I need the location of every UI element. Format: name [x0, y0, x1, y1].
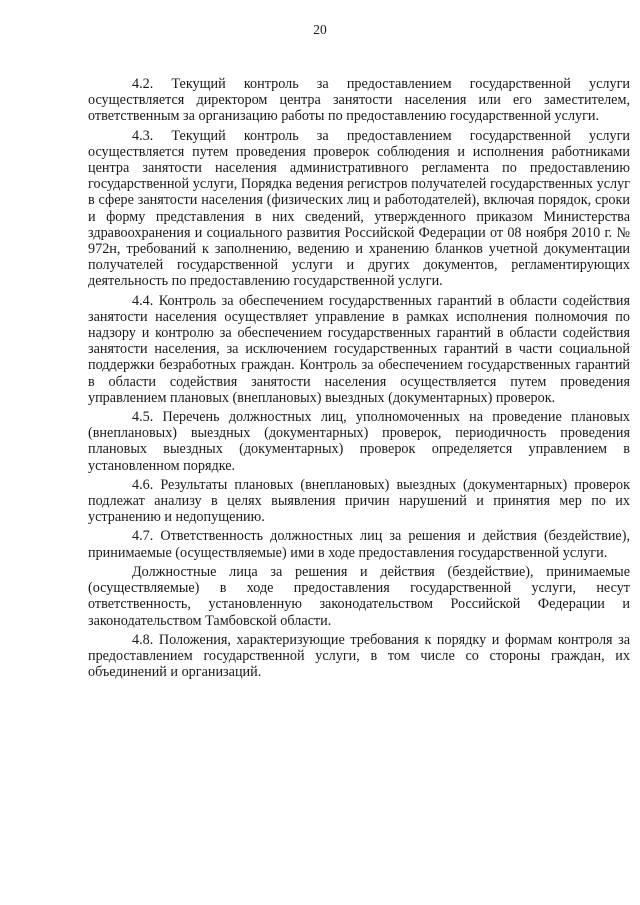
- paragraph-4-3: 4.3. Текущий контроль за предоставлением государственной услуги осуществляется путем проведения проверок соблюдения и исполнения работниками центра занятости населения административного регламента по предоставлению государственной услуги, Порядка ведения регистров получателей государственных услуг в сфере занятости населения (физических лиц и работодателей), включая порядок, сроки и форму представления в них сведений, утвержденного приказом Министерства здравоохранения и социального развития Российской Федерации от 08 ноября 2010 г. № 972н, требований к заполнению, ведению и хранению бланков учетной документации получателей государственной услуги и других документов, регламентирующих деятельность по предоставлению государственной услуги.: [88, 127, 630, 290]
- paragraph-4-4: 4.4. Контроль за обеспечением государственных гарантий в области содействия занятости населения осуществляет управление в рамках исполнения полномочия по надзору и контролю за обеспечением государственных гарантий в области содействия занятости населения, за исключением государственных гарантий в части социальной поддержки безработных граждан. Контроль за обеспечением государственных гарантий в области содействия занятости населения осуществляется путем проведения управлением плановых (внеплановых) выездных (документарных) проверок.: [88, 292, 630, 406]
- paragraph-4-7-officials: Должностные лица за решения и действия (бездействие), принимаемые (осуществляемые) в ходе предоставления государственной услуги, несут ответственность, установленную законодательством Российской Федерации и законодательством Тамбовской области.: [88, 563, 630, 629]
- page-number: 20: [313, 22, 327, 37]
- paragraph-4-2: 4.2. Текущий контроль за предоставлением государственной услуги осуществляется директором центра занятости населения или его заместителем, ответственным за организацию работы по предоставлению государственной услуги.: [88, 76, 630, 125]
- paragraph-4-6: 4.6. Результаты плановых (внеплановых) выездных (документарных) проверок подлежат анализу в целях выявления причин нарушений и принятия мер по их устранению и недопущению.: [88, 476, 630, 526]
- document-body: [88, 76, 630, 683]
- paragraph-4-8: 4.8. Положения, характеризующие требования к порядку и формам контроля за предоставлением государственной услуги, в том числе со стороны граждан, их объединений и организаций.: [88, 631, 630, 681]
- paragraph-4-7: 4.7. Ответственность должностных лиц за решения и действия (бездействие), принимаемые (осуществляемые) ими в ходе предоставления государственной услуги.: [88, 528, 630, 561]
- paragraph-4-5: 4.5. Перечень должностных лиц, уполномоченных на проведение плановых (внеплановых) выездных (документарных) проверок, периодичность проведения плановых выездных (документарных) проверок определяется управлением в установленном порядке.: [88, 409, 630, 474]
